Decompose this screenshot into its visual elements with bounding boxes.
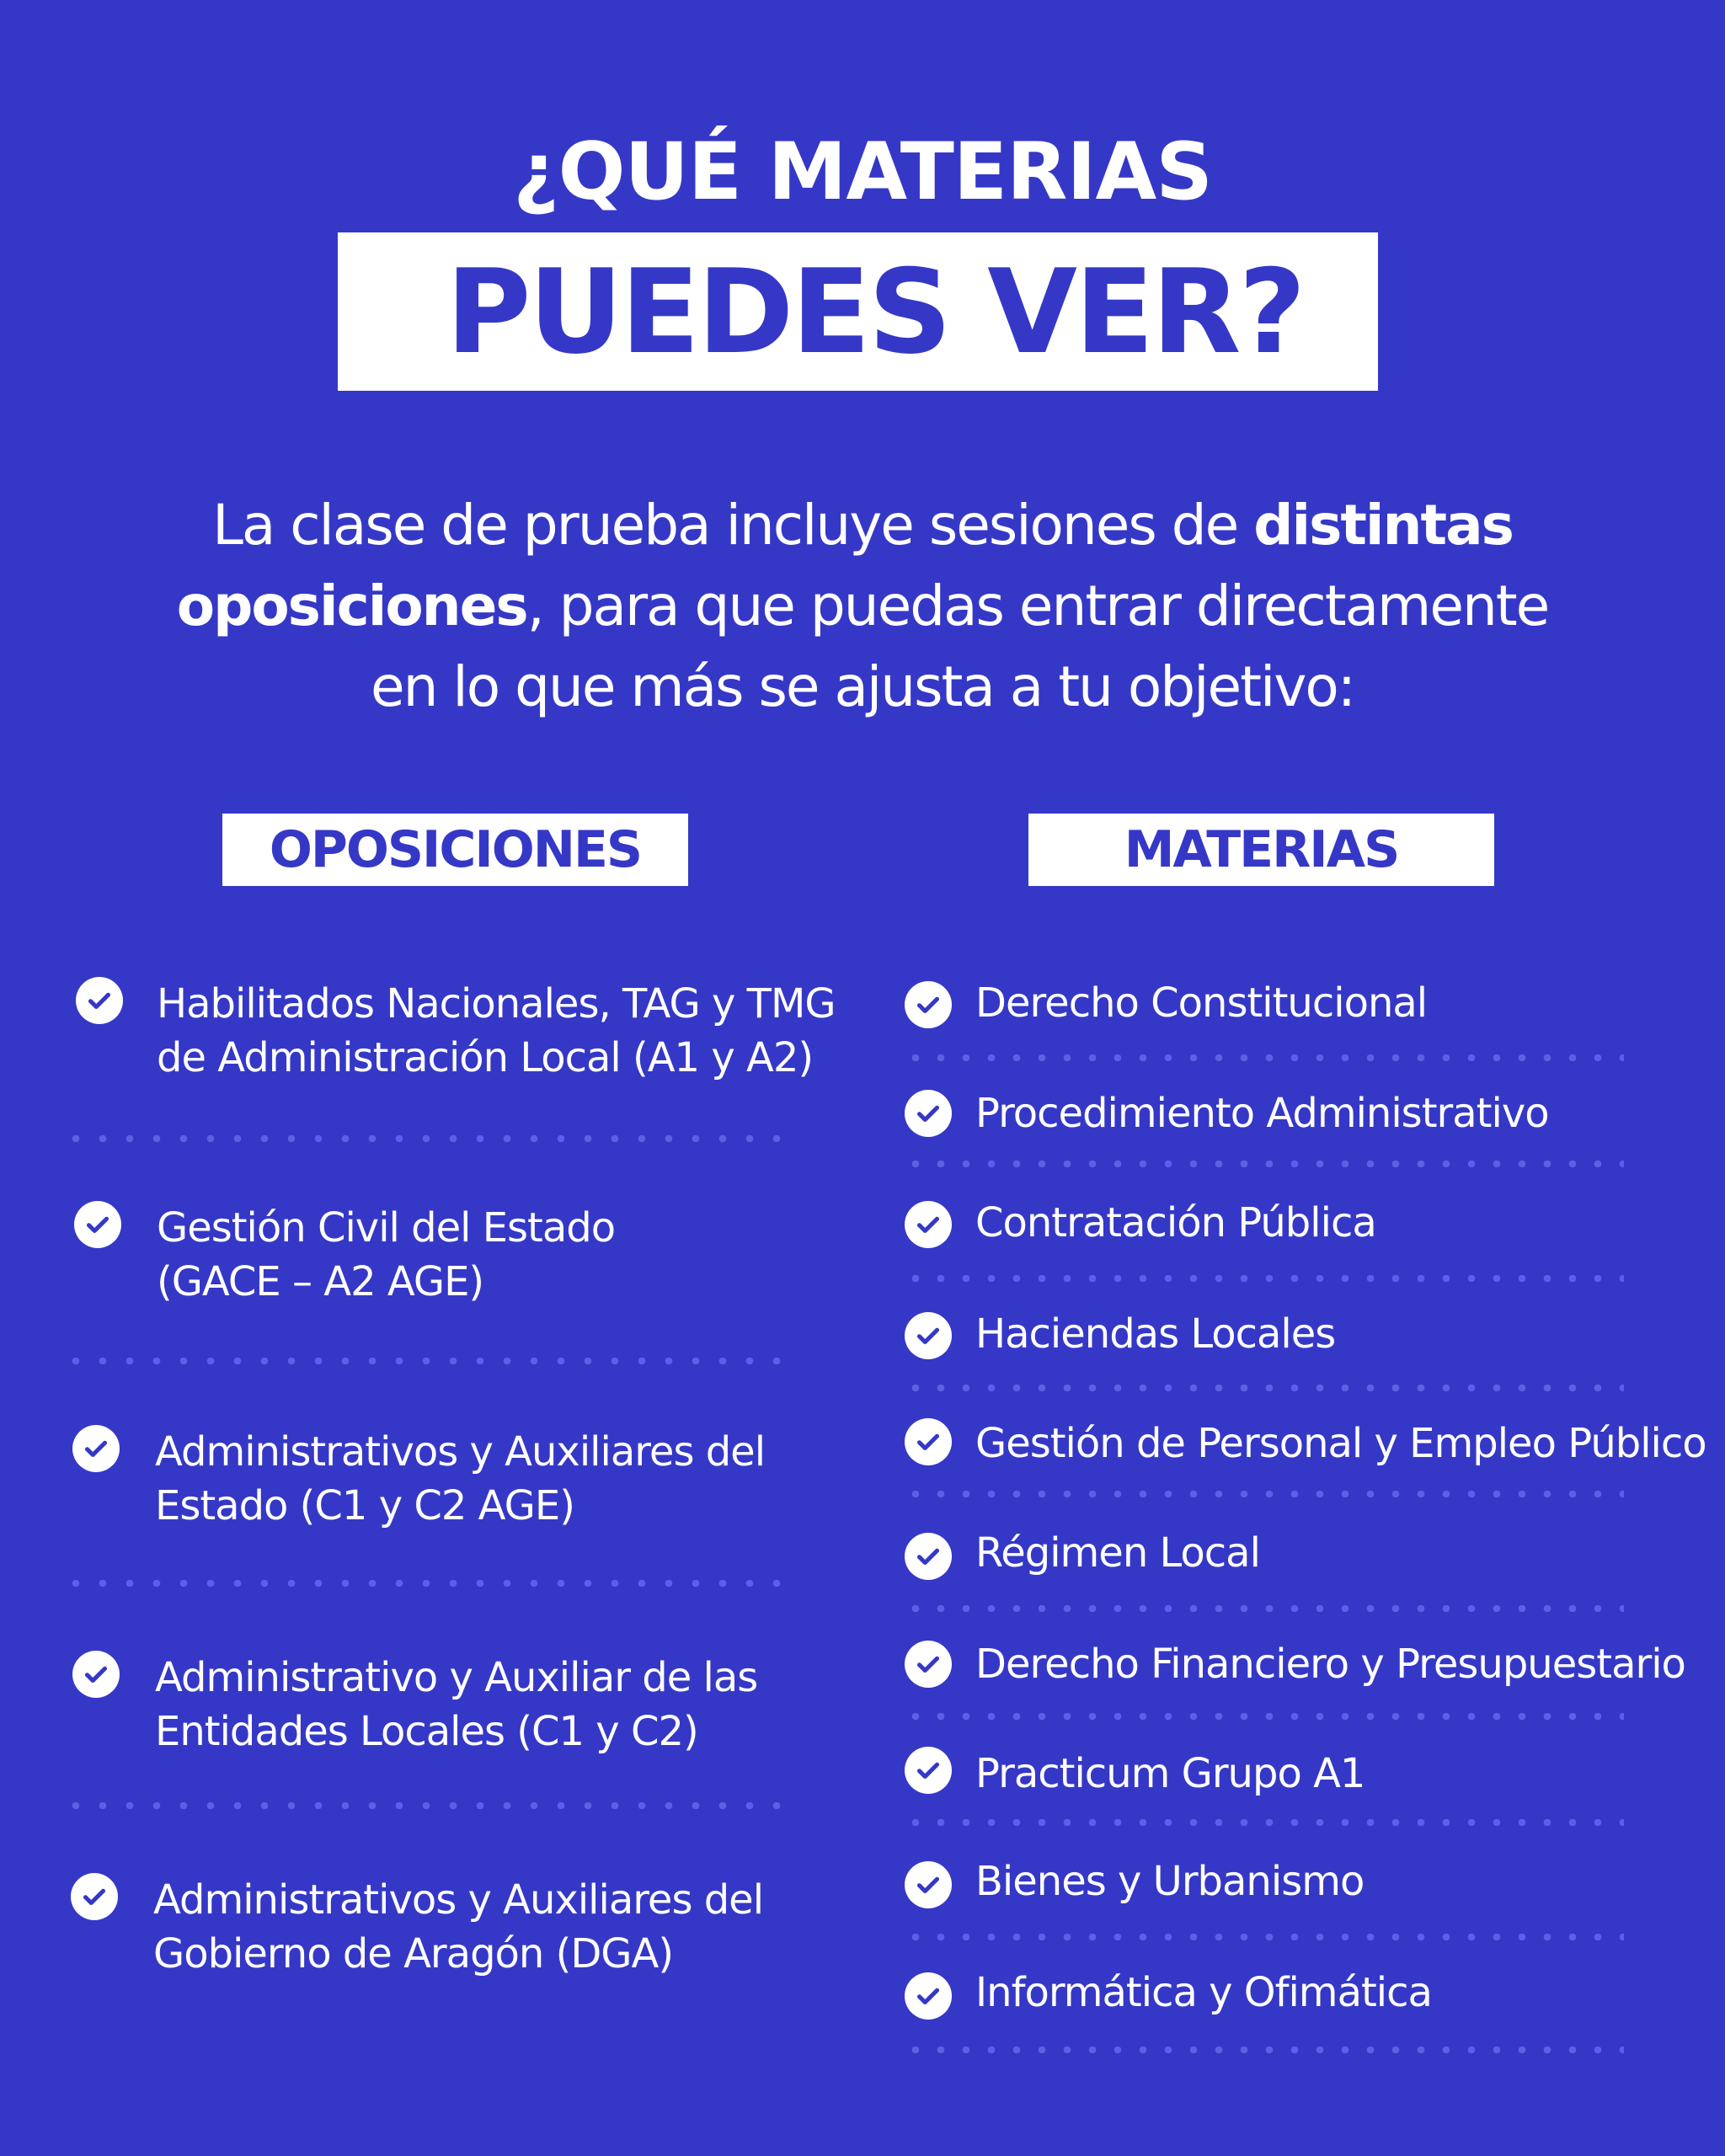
divider — [62, 1358, 783, 1364]
check-circle-icon — [905, 1747, 952, 1794]
oposiciones-header-label: OPOSICIONES — [269, 820, 642, 879]
list-item — [905, 1201, 1376, 1250]
list-item-text: Informática y Ofimática — [975, 1969, 1432, 2016]
list-item — [76, 977, 836, 1085]
divider — [903, 2047, 1624, 2053]
list-item-text: Contratación Pública — [975, 1199, 1376, 1246]
list-item-text: Practicum Grupo A1 — [975, 1750, 1365, 1797]
list-item — [74, 1201, 615, 1309]
divider — [903, 1054, 1624, 1061]
divider — [903, 1385, 1624, 1391]
list-item-text: Administrativos y Auxiliares del Gobierno de Aragón (DGA) — [153, 1876, 764, 1977]
check-circle-icon — [74, 1201, 121, 1248]
check-circle-icon — [905, 1533, 952, 1580]
list-item — [905, 1529, 1260, 1580]
check-circle-icon — [905, 981, 952, 1028]
divider — [903, 1605, 1624, 1612]
check-circle-icon — [72, 1425, 120, 1472]
list-item — [905, 981, 1427, 1030]
divider — [62, 1802, 783, 1809]
intro-paragraph — [168, 485, 1557, 728]
list-item-text: Haciendas Locales — [975, 1310, 1336, 1358]
divider — [903, 1713, 1624, 1720]
list-item-text: Procedimiento Administrativo — [975, 1090, 1549, 1137]
intro-text-end: , para que puedas entrar directamente en lo que más se ajusta a tu objetivo: — [370, 574, 1549, 719]
list-item — [905, 1858, 1365, 1908]
list-item — [905, 1090, 1549, 1140]
divider — [903, 1275, 1624, 1282]
divider — [62, 1135, 783, 1142]
check-circle-icon — [71, 1873, 118, 1920]
divider — [903, 1491, 1624, 1497]
divider — [903, 1934, 1624, 1940]
divider — [62, 1580, 783, 1587]
check-circle-icon — [72, 1651, 120, 1698]
list-item — [905, 1969, 1432, 2020]
materias-header — [1028, 814, 1494, 886]
list-item-text: Gestión de Personal y Empleo Público — [975, 1420, 1706, 1467]
check-circle-icon — [905, 1861, 952, 1908]
list-item — [905, 1747, 1365, 1801]
list-item — [72, 1651, 757, 1758]
list-item-text: Régimen Local — [975, 1529, 1260, 1577]
list-item — [905, 1641, 1685, 1691]
title-line-2: PUEDES VER? — [446, 243, 1304, 380]
materias-header-label: MATERIAS — [1124, 820, 1399, 879]
check-circle-icon — [905, 1641, 952, 1688]
intro-text-bold: distintas oposiciones — [176, 493, 1513, 638]
title-highlight-box — [338, 232, 1378, 391]
divider — [903, 1161, 1624, 1167]
list-item-text: Gestión Civil del Estado (GACE – A2 AGE) — [157, 1204, 616, 1305]
check-circle-icon — [905, 1201, 952, 1248]
list-item-text: Habilitados Nacionales, TAG y TMG de Administración Local (A1 y A2) — [157, 980, 836, 1081]
list-item-text: Administrativos y Auxiliares del Estado (C1 y C2 AGE) — [155, 1428, 766, 1529]
list-item — [905, 1418, 1706, 1470]
list-item — [72, 1425, 765, 1533]
intro-text-start: La clase de prueba incluye sesiones de — [212, 493, 1254, 558]
list-item-text: Derecho Constitucional — [975, 979, 1428, 1027]
check-circle-icon — [905, 1090, 952, 1137]
title-line-1: ¿QUÉ MATERIAS — [513, 126, 1212, 218]
list-item-text: Bienes y Urbanismo — [975, 1858, 1365, 1905]
divider — [903, 1819, 1624, 1826]
list-item-text: Administrativo y Auxiliar de las Entidades Locales (C1 y C2) — [155, 1654, 758, 1755]
list-item — [905, 1312, 1335, 1361]
check-circle-icon — [905, 1418, 952, 1465]
check-circle-icon — [76, 977, 123, 1024]
list-item-text: Derecho Financiero y Presupuestario — [975, 1641, 1685, 1688]
check-circle-icon — [905, 1312, 952, 1359]
oposiciones-header — [222, 814, 688, 886]
list-item — [71, 1873, 763, 1981]
check-circle-icon — [905, 1972, 952, 2020]
